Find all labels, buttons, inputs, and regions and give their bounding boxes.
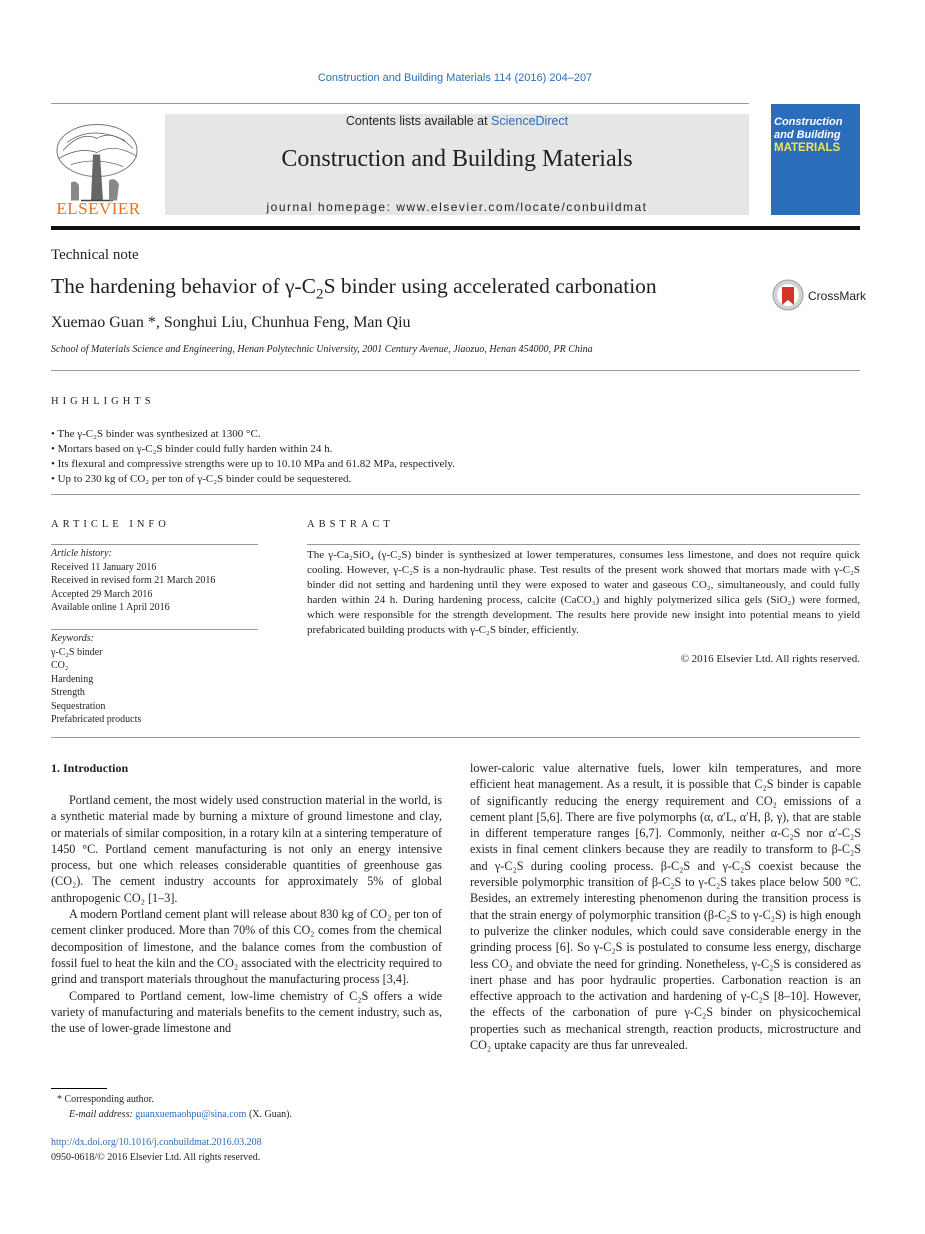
section-rule — [51, 737, 860, 738]
section-heading-introduction: 1. Introduction — [51, 761, 129, 775]
keywords-rule — [51, 629, 258, 630]
crossmark-icon[interactable] — [772, 279, 804, 311]
elsevier-wordmark: ELSEVIER — [56, 199, 141, 218]
crossmark-label[interactable]: CrossMark — [808, 289, 867, 303]
title-subscript: 2 — [316, 286, 324, 303]
email-suffix: (X. Guan). — [246, 1108, 292, 1120]
keywords-label: Keywords: — [51, 633, 94, 644]
body-paragraph: Compared to Portland cement, low-lime chemistry of C₂S offers a wide variety of manufacturing and materials benefits to the cement industry, such as, the use of lower-grade limestone and — [51, 988, 442, 1036]
history-item: Received in revised form 21 March 2016 — [51, 575, 216, 586]
contents-prefix: Contents lists available at — [345, 114, 492, 128]
keyword: Strength — [51, 687, 85, 698]
title-part1: The hardening behavior of γ-C — [51, 274, 317, 298]
history-label: Article history: — [51, 548, 112, 559]
highlight-item: • The γ-C₂S binder was synthesized at 1300 °C. — [51, 427, 860, 442]
highlight-item: • Up to 230 kg of CO₂ per ton of γ-C₂S binder could be sequestered. — [51, 472, 860, 487]
corresponding-author-note: * Corresponding author. — [57, 1094, 154, 1105]
keywords — [51, 632, 261, 727]
article-info-heading: ARTICLE INFO — [51, 519, 170, 530]
history-item: Received 11 January 2016 — [51, 561, 157, 573]
article-type: Technical note — [51, 247, 139, 263]
history-item: Accepted 29 March 2016 — [51, 588, 153, 600]
footnote-rule — [51, 1088, 107, 1089]
highlights-heading: HIGHLIGHTS — [51, 396, 155, 407]
abstract-copyright: © 2016 Elsevier Ltd. All rights reserved. — [680, 653, 860, 665]
highlights-list — [51, 427, 860, 487]
affiliation: School of Materials Science and Engineering, Henan Polytechnic University, 2001 Century Avenue, Jiaozuo, Henan 454000, PR China — [51, 344, 593, 355]
footnote — [51, 1093, 442, 1122]
body-paragraph: A modern Portland cement plant will release about 830 kg of CO₂ per ton of cement clinker produced. More than 70% of this CO₂ comes from the chemical decomposition of limestone, and the balance comes from the combustion of fossil fuel to heat the kiln and the CO₂ associated with the electricity required to grind and transport materials throughout the manufacturing process [3,4]. — [51, 907, 442, 987]
keyword: Hardening — [51, 673, 94, 685]
cover-title — [774, 116, 858, 155]
article-info-rule — [51, 544, 258, 545]
section-rule — [51, 370, 860, 371]
email-link[interactable]: guanxuemaohpu@sina.com — [135, 1108, 247, 1120]
history-item: Available online 1 April 2016 — [51, 602, 170, 613]
keyword: CO₂ — [51, 660, 69, 671]
article-history — [51, 547, 261, 615]
author-list: Xuemao Guan *, Songhui Liu, Chunhua Feng, Man Qiu — [51, 314, 411, 331]
issn-line: 0950-0618/© 2016 Elsevier Ltd. All rights reserved. — [51, 1151, 261, 1163]
cover-line1: Construction — [774, 116, 843, 128]
keyword: Sequestration — [51, 700, 106, 712]
body-column-right — [470, 760, 861, 1053]
header-rule — [51, 103, 749, 104]
journal-reference[interactable]: Construction and Building Materials 114 (2016) 204–207 — [317, 72, 593, 84]
abstract-text: The γ-Ca₂SiO₄ (γ-C₂S) binder is synthesized at lower temperatures, consumes less limestone, and does not require quick cooling. However, γ-C₂S is a non-hydraulic phase. Test results of the present work showed that mortars made with γ-C₂S binder did not setting and hardening until they were exposed to water and gaseous CO₂, simultaneously, and could fully harden within 24 h. During hardening process, calcite (CaCO₃) and highly polymerized silica gels (SiO₂) were formed, which were responsible for the strength development. The results here provide new insight into potential means to yield prefabricated building products with γ-C₂S binder, efficiently. — [307, 549, 860, 636]
header-thick-rule — [51, 226, 860, 230]
email-label: E-mail address: — [69, 1108, 136, 1120]
title-part2: S binder using accelerated carbonation — [323, 274, 657, 298]
doi-block — [51, 1136, 262, 1165]
doi-link[interactable]: http://dx.doi.org/10.1016/j.conbuildmat.2016.03.208 — [51, 1137, 262, 1148]
sciencedirect-link[interactable]: ScienceDirect — [491, 114, 569, 128]
highlight-item: • Its flexural and compressive strengths were up to 10.10 MPa and 61.82 MPa, respectively. — [51, 457, 860, 472]
cover-line2: and Building — [774, 129, 841, 141]
journal-homepage[interactable]: journal homepage: www.elsevier.com/locate/conbuildmat — [266, 200, 648, 214]
body-paragraph: lower-caloric value alternative fuels, lower kiln temperatures, and more efficient heat management. As a result, it is possible that C₂S binder is capable of significantly reducing the energy requirement and CO₂ emissions of a cement plant [5,6]. There are five polymorphs (α, α′L, α′H, β, γ), that are stable in different temperature ranges [6,7]. Commonly, neither α-C₂S nor α′-C₂S exists in final cement clinkers because they are readily to transform to β-C₂S and γ-C₂S during cooling process. β-C₂S and γ-C₂S coexist because the reversible polymorphic transition of β-C₂S to γ-C₂S takes place below 500 °C. Besides, an extremely interesting phenomenon during the transition process is that the strain energy of polymorphic transition (β-C₂S to γ-C₂S) is high enough to pulverize the clinker nodules, which could save considerable energy in the grinding process [6]. So γ-C₂S is postulated to consume less energy, discharge less CO₂ and obviate the need for grinding. Nonetheless, γ-C₂S is considered as inert phase and has poor hydraulic properties. Carbonation reaction is an effective approach to the activation and hardening of γ-C₂S [8–10]. However, the effects of the carbonation of pure γ-C₂S binder on physicochemical properties such as mechanical strength, reaction products, microstructure and CO₂ uptake capacity are thus far unrevealed. — [470, 761, 861, 1053]
contents-line — [165, 114, 749, 128]
body-column-left — [51, 792, 442, 1036]
journal-title: Construction and Building Materials — [281, 146, 633, 172]
highlight-item: • Mortars based on γ-C₂S binder could fully harden within 24 h. — [51, 442, 860, 457]
article-title — [51, 274, 657, 303]
keyword: γ-C₂S binder — [51, 646, 103, 658]
abstract-rule — [307, 544, 860, 545]
section-rule — [51, 494, 860, 495]
body-paragraph: Portland cement, the most widely used construction material in the world, is a synthetic material made by burning a mixture of ground limestone and clay, or materials of similar composition, in a rotary kiln at a sintering temperature of 1450 °C. Portland cement manufacturing is not only an energy intensive process, but one which releases considerable quantities of greenhouse gas (CO₂). The cement industry accounts for approximately 5% of global anthropogenic CO₂ [1–3]. — [51, 793, 442, 905]
email-line — [51, 1108, 442, 1123]
cover-line3: MATERIALS — [774, 142, 841, 154]
keyword: Prefabricated products — [51, 714, 142, 725]
abstract-heading: ABSTRACT — [307, 519, 394, 530]
